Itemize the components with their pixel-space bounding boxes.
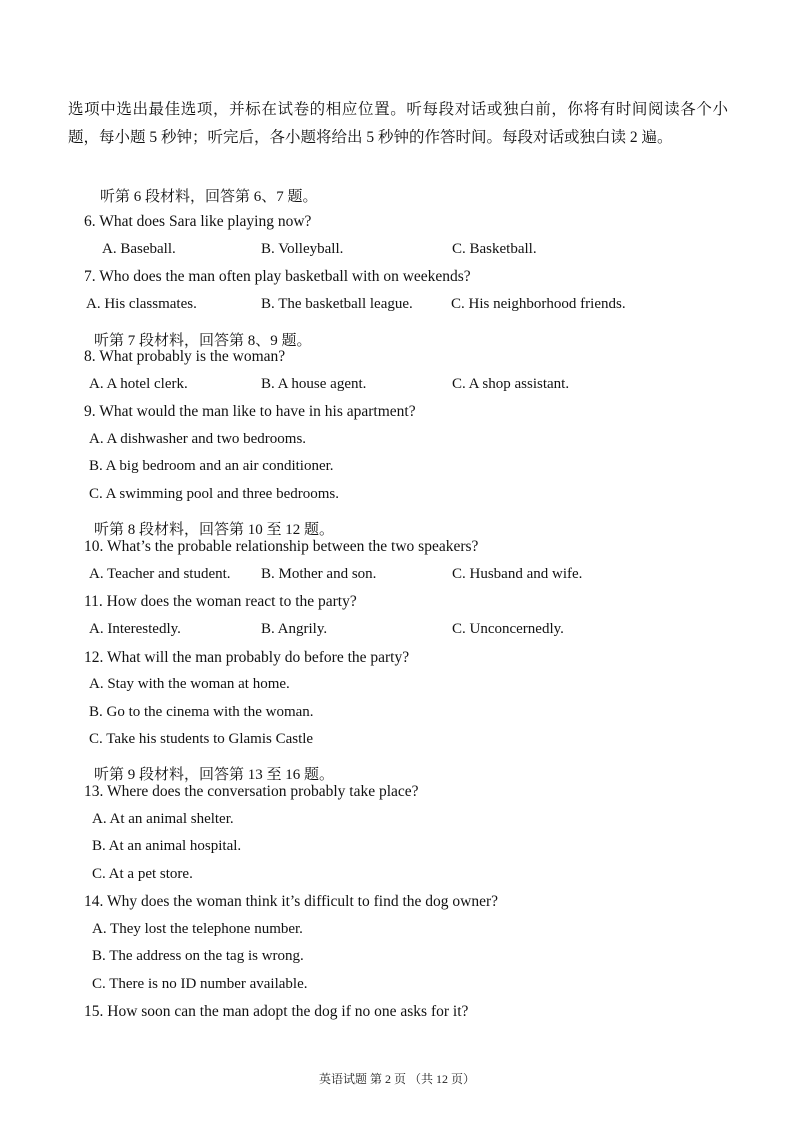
question-9: 9. What would the man like to have in his apartment? [84, 403, 416, 420]
option-10a: A. Teacher and student. [89, 566, 231, 582]
instructions-paragraph: 选项中选出最佳选项，并标在试卷的相应位置。听每段对话或独白前，你将有时间阅读各个小题，每小题 5 秒钟；听完后，各小题将给出 5 秒钟的作答时间。每段对话或独白读 2 遍。 [68, 101, 728, 146]
question-11: 11. How does the woman react to the party? [84, 593, 357, 610]
option-7b: B. The basketball league. [261, 296, 413, 312]
option-7c: C. His neighborhood friends. [451, 296, 626, 312]
question-14: 14. Why does the woman think it’s difficult to find the dog owner? [84, 893, 498, 910]
question-13: 13. Where does the conversation probably take place? [84, 783, 419, 800]
question-7: 7. Who does the man often play basketball with on weekends? [84, 268, 471, 285]
option-13a: A. At an animal shelter. [92, 811, 234, 827]
option-8c: C. A shop assistant. [452, 376, 570, 392]
option-6a: A. Baseball. [102, 241, 176, 257]
option-9b: B. A big bedroom and an air conditioner. [89, 458, 334, 474]
question-8: 8. What probably is the woman? [84, 348, 286, 365]
option-11b: B. Angrily. [261, 621, 328, 637]
option-7a: A. His classmates. [86, 296, 197, 312]
option-10b: B. Mother and son. [261, 566, 377, 582]
option-11c: C. Unconcernedly. [452, 621, 564, 637]
section-header-8: 听第 8 段材料，回答第 10 至 12 题。 [94, 522, 335, 538]
option-8b: B. A house agent. [261, 376, 367, 392]
option-14a: A. They lost the telephone number. [92, 921, 303, 937]
option-13b: B. At an animal hospital. [92, 838, 242, 854]
section-header-9: 听第 9 段材料，回答第 13 至 16 题。 [94, 767, 335, 783]
question-10: 10. What’s the probable relationship between the two speakers? [84, 538, 479, 555]
question-15: 15. How soon can the man adopt the dog if no one asks for it? [84, 1003, 469, 1020]
option-10c: C. Husband and wife. [452, 566, 583, 582]
question-12: 12. What will the man probably do before the party? [84, 649, 410, 666]
option-12b: B. Go to the cinema with the woman. [89, 704, 314, 720]
section-header-6: 听第 6 段材料，回答第 6、7 题。 [100, 189, 318, 205]
page-footer: 英语试题 第 2 页 （共 12 页） [318, 1072, 475, 1086]
option-9a: A. A dishwasher and two bedrooms. [89, 431, 307, 447]
option-11a: A. Interestedly. [89, 621, 181, 637]
section-header-7: 听第 7 段材料，回答第 8、9 题。 [94, 333, 312, 349]
option-14b: B. The address on the tag is wrong. [92, 948, 304, 964]
option-12a: A. Stay with the woman at home. [89, 676, 290, 692]
option-13c: C. At a pet store. [92, 866, 193, 882]
option-6b: B. Volleyball. [261, 241, 344, 257]
question-6: 6. What does Sara like playing now? [84, 213, 312, 230]
option-6c: C. Basketball. [452, 241, 537, 257]
option-9c: C. A swimming pool and three bedrooms. [89, 486, 339, 502]
option-14c: C. There is no ID number available. [92, 976, 308, 992]
option-12c: C. Take his students to Glamis Castle [89, 731, 314, 747]
option-8a: A. A hotel clerk. [89, 376, 188, 392]
